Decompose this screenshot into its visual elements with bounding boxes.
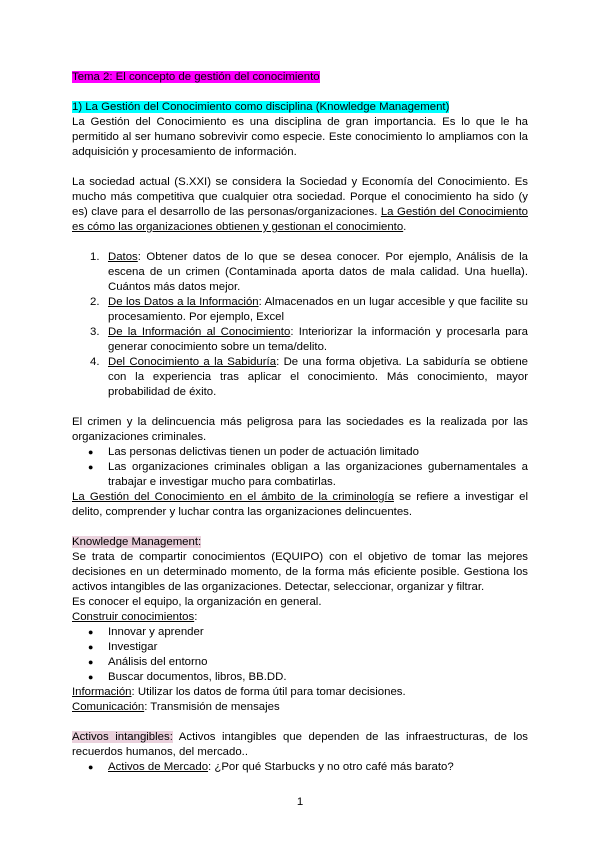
build-knowledge-label: Construir conocimientos: xyxy=(72,611,198,623)
bullet-icon: ● xyxy=(88,627,94,637)
list-item: ● Investigar xyxy=(88,641,158,653)
list-item: ● Innovar y aprender xyxy=(88,626,204,638)
list-item: 4. Del Conocimiento a la Sabiduría: De una forma objetiva. La sabiduría se obtiene con la experiencia tras aplicar el conocimiento. Más conocimiento, mayor probabilidad de éxito. xyxy=(90,356,528,398)
page-number: 1 xyxy=(296,796,304,808)
intangible-assets-paragraph: Activos intangibles: Activos intangibles que dependen de las infraestructuras, de los recuerdos humanos, del mercado.. xyxy=(72,731,528,758)
list-item: 3. De la Información al Conocimiento: Interiorizar la información y procesarla para generar conocimiento sobre un tema/delito. xyxy=(90,326,528,353)
knowledge-steps-list xyxy=(72,250,528,400)
crime-bullet-list xyxy=(72,445,528,490)
build-knowledge-list xyxy=(72,625,528,685)
km-heading: Knowledge Management: xyxy=(72,536,202,548)
list-item: ● Buscar documentos, libros, BB.DD. xyxy=(88,671,287,683)
society-paragraph: La sociedad actual (S.XXI) se considera la Sociedad y Economía del Conocimiento. Es mucho más competitiva que cualquier otra sociedad. Porque el conocimiento ha sido (y es) clave para el desarrollo de las personas/organizaciones. La Gestión del Conocimiento es cómo las organizaciones obtienen y gestionan el conocimiento. xyxy=(72,176,529,233)
list-item: 2. De los Datos a la Información: Almacenados en un lugar accesible y que facilite su procesamiento. Por ejemplo, Excel xyxy=(90,296,528,323)
list-item: 1. Datos: Obtener datos de lo que se desea conocer. Por ejemplo, Análisis de la escena de un crimen (Contaminada aporta datos de mala calidad. Una huella). Cuántos más datos mejor. xyxy=(90,251,528,293)
list-item: ● Las organizaciones criminales obligan a las organizaciones gubernamentales a trabajar e investigar mucho para combatirlas. xyxy=(88,461,528,488)
crime-paragraph: El crimen y la delincuencia más peligrosa para las sociedades es la realizada por las organizaciones criminales. xyxy=(72,416,528,443)
bullet-icon: ● xyxy=(88,447,94,457)
bullet-icon: ● xyxy=(88,642,94,652)
assets-bullet-list xyxy=(72,760,528,775)
criminology-paragraph: La Gestión del Conocimiento en el ámbito de la criminología se refiere a investigar el delito, comprender y luchar contra las organizaciones delincuentes. xyxy=(72,491,529,518)
list-item: ● Activos de Mercado: ¿Por qué Starbucks y no otro café más barato? xyxy=(88,761,454,773)
section-heading: 1) La Gestión del Conocimiento como disciplina (Knowledge Management) xyxy=(72,101,450,113)
bullet-icon: ● xyxy=(88,762,94,772)
intro-paragraph: La Gestión del Conocimiento es una disciplina de gran importancia. Es lo que le ha permitido al ser humano sobrevivir como especie. Este conocimiento lo ampliamos con la adquisición y procesamiento de información. xyxy=(72,116,528,158)
list-item: ● Las personas delictivas tienen un poder de actuación limitado xyxy=(88,446,419,458)
information-line: Información: Utilizar los datos de forma útil para tomar decisiones. xyxy=(72,686,406,698)
bullet-icon: ● xyxy=(88,657,94,667)
km-paragraph-2: Es conocer el equipo, la organización en general. xyxy=(72,596,322,608)
communication-line: Comunicación: Transmisión de mensajes xyxy=(72,701,280,713)
bullet-icon: ● xyxy=(88,462,94,472)
document-body xyxy=(72,70,528,775)
bullet-icon: ● xyxy=(88,672,94,682)
list-item: ● Análisis del entorno xyxy=(88,656,208,668)
km-paragraph: Se trata de compartir conocimientos (EQUIPO) con el objetivo de tomar las mejores decisiones en un determinado momento, de la forma más eficiente posible. Gestiona los activos intangibles de las organizaciones. Detectar, seleccionar, organizar y filtrar. xyxy=(72,551,528,593)
document-title: Tema 2: El concepto de gestión del conocimiento xyxy=(72,71,320,83)
